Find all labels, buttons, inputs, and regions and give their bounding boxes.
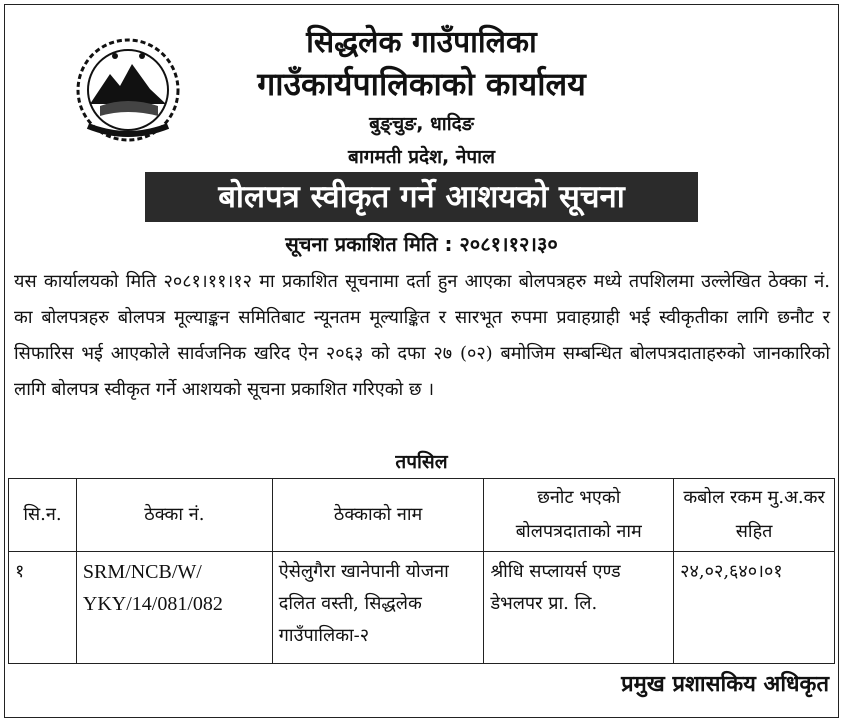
office-name: गाउँकार्यपालिकाको कार्यालय: [257, 65, 586, 103]
cell-bidder: श्रीधि सप्लायर्स एण्ड डेभलपर प्रा. लि.: [484, 552, 674, 664]
office-location: बुङ्चुङ, धादिङ: [369, 113, 474, 135]
award-table: [8, 478, 835, 664]
province-name: बागमती प्रदेश, नेपाल: [348, 146, 495, 168]
municipality-name: सिद्धलेक गाउँपालिका: [306, 25, 537, 60]
table-header-row: [9, 479, 835, 552]
publish-date: सूचना प्रकाशित मिति : २०८१।१२।३०: [285, 232, 558, 256]
header-bidder: छनोट भएको बोलपत्रदाताको नाम: [484, 479, 674, 552]
cell-sn: १: [9, 552, 77, 664]
signature-title: प्रमुख प्रशासकिय अधिकृत: [621, 672, 829, 697]
header-contract-no: ठेक्का नं.: [76, 479, 272, 552]
notice-body: यस कार्यालयको मिति २०८१।११।१२ मा प्रकाशित सूचनामा दर्ता हुन आएका बोलपत्रहरु मध्ये तपशिलमा उल्लेखित ठेक्का नं. का बोलपत्रहरु बोलपत्र मूल्याङ्कन समितिबाट न्यूनतम मूल्याङ्कित र सारभूत रुपमा प्रवाहग्राही भई स्वीकृतीका लागि छनौट र सिफारिस भई आएकोले सार्वजनिक खरिद ऐन २०६३ को दफा २७ (०२) बमोजिम सम्बन्धित बोलपत्रदाताहरुको जानकारिको लागि बोलपत्र स्वीकृत गर्ने आशयको सूचना प्रकाशित गरिएको छ ।: [14, 271, 830, 400]
cell-contract-no: SRM/NCB/W/ YKY/14/081/082: [76, 552, 272, 664]
header-contract-name: ठेक्काको नाम: [272, 479, 484, 552]
table-row: [9, 552, 835, 664]
schedule-heading: तपसिल: [395, 451, 448, 473]
header-amount: कबोल रकम मु.अ.कर सहित: [674, 479, 835, 552]
cell-amount: २४,०२,६४०।०१: [674, 552, 835, 664]
cell-contract-name: ऐसेलुगैरा खानेपानी योजना दलित वस्ती, सिद्धलेक गाउँपालिका-२: [272, 552, 484, 664]
notice-title: बोलपत्र स्वीकृत गर्ने आशयको सूचना: [145, 172, 698, 222]
header-sn: सि.न.: [9, 479, 77, 552]
